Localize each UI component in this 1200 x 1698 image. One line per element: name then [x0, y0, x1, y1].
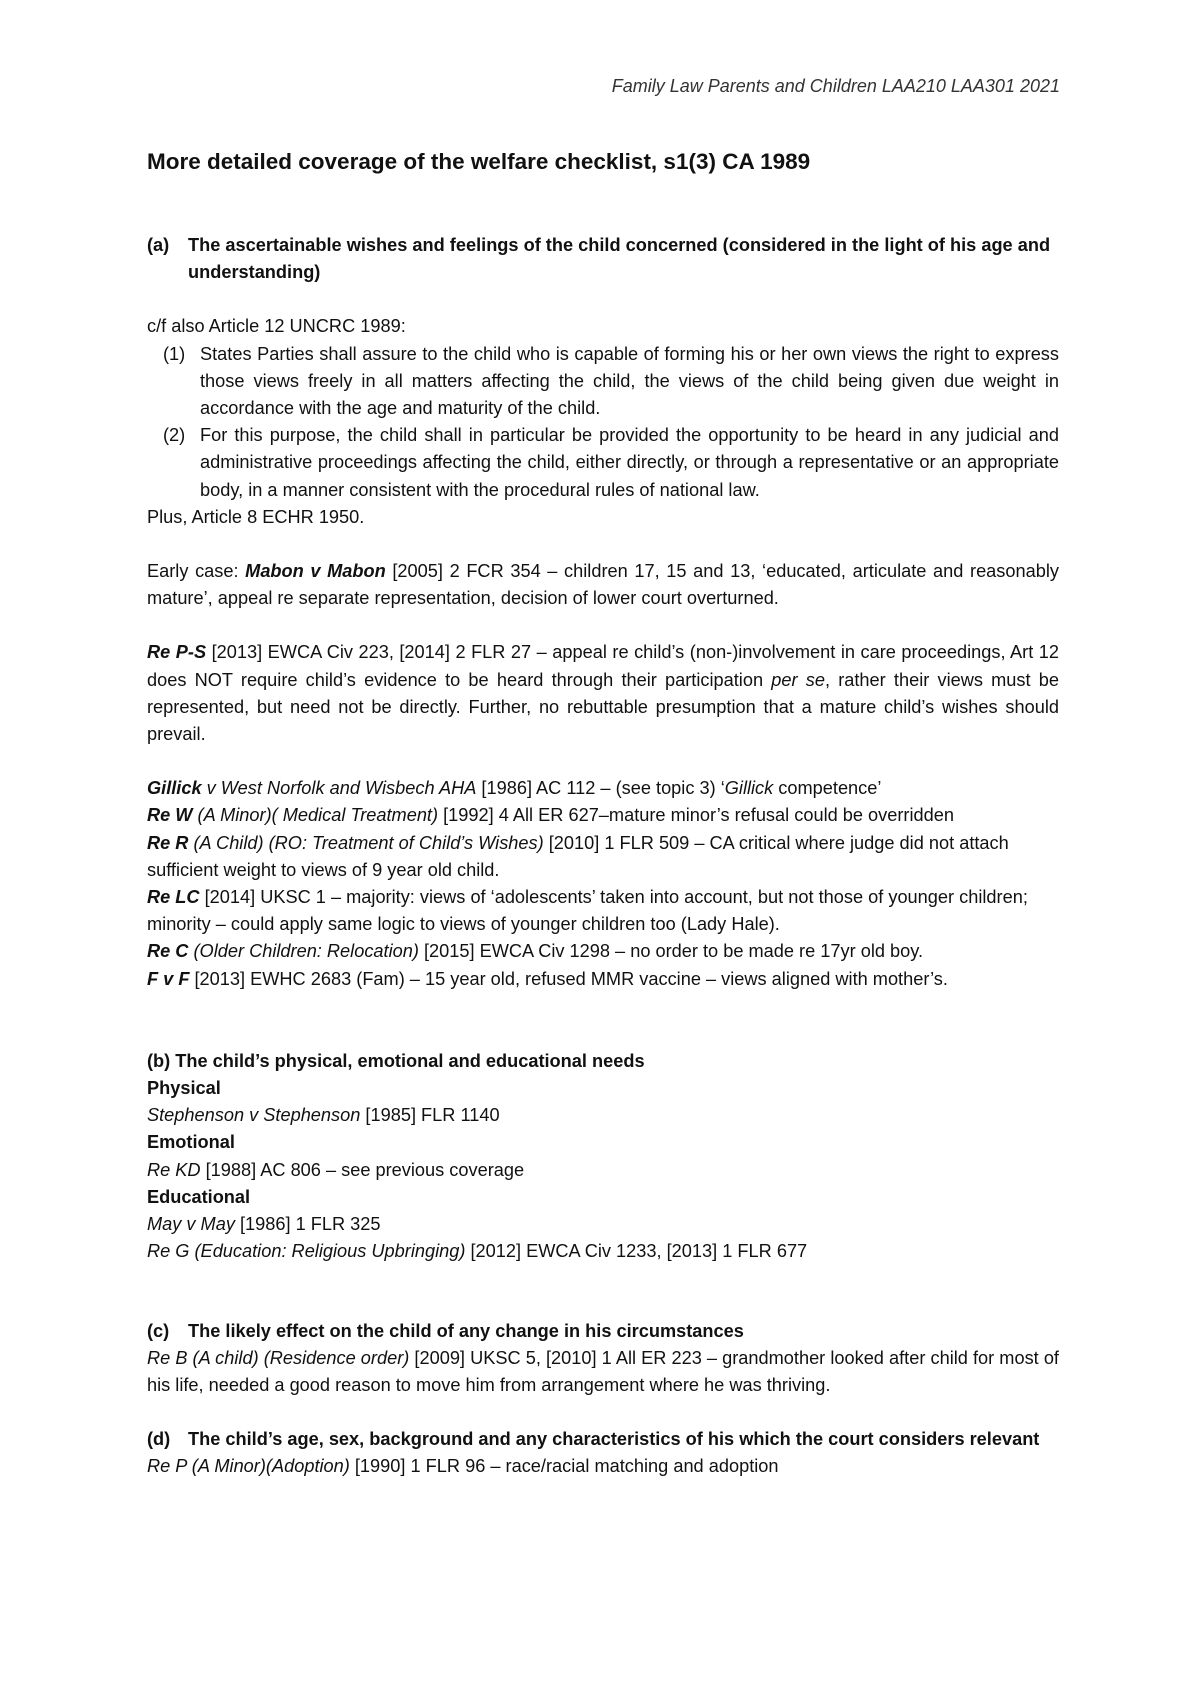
f-v-f-text: [2013] EWHC 2683 (Fam) – 15 year old, refused MMR vaccine – views aligned with mother’s. — [189, 968, 948, 989]
f-v-f-line — [147, 966, 1059, 993]
section-c-heading-text: The likely effect on the child of any change in his circumstances — [188, 1320, 744, 1341]
re-c-line — [147, 938, 1059, 965]
re-g-cite: [2012] EWCA Civ 1233, [2013] 1 FLR 677 — [465, 1241, 808, 1262]
section-d-heading-text: The child’s age, sex, background and any characteristics of his which the court considers relevant — [188, 1429, 1040, 1450]
stephenson-cite: [1985] FLR 1140 — [360, 1105, 500, 1126]
re-p-text: [1990] 1 FLR 96 – race/racial matching and adoption — [349, 1456, 779, 1477]
re-c-text: [2015] EWCA Civ 1298 – no order to be made re 17yr old boy. — [418, 941, 924, 962]
section-d-label: (d) — [147, 1429, 171, 1450]
case-name-re-p: Re P (A Minor)(Adoption) — [147, 1456, 350, 1477]
gillick-competence-term: Gillick — [724, 778, 774, 799]
uncrc-intro: c/f also Article 12 UNCRC 1989: — [147, 316, 406, 337]
uncrc-item-1 — [147, 341, 1059, 423]
gillick-line — [147, 775, 1059, 802]
educational-case-2-line — [147, 1238, 1059, 1265]
section-c-label: (c) — [147, 1320, 170, 1341]
re-kd-cite: [1988] AC 806 – see previous coverage — [200, 1159, 525, 1180]
case-name-re-b: Re B (A child) (Residence order) — [147, 1347, 410, 1368]
re-c-subtitle: (Older Children: Relocation) — [188, 941, 419, 962]
re-ps-text-1: [2013] EWCA Civ 223, [2014] 2 FLR 27 – appeal re child’s (non-)involvement in care proceedings, Art 12 does NOT require child’s evidence to be heard through their participation — [147, 642, 1059, 690]
re-r-subtitle: (A Child) (RO: Treatment of Child’s Wishes) — [188, 832, 544, 853]
gillick-party: West Norfolk and Wisbech AHA — [220, 778, 477, 799]
early-case-prefix: Early case: — [147, 561, 246, 582]
educational-case-1-line — [147, 1211, 1059, 1238]
section-a-heading — [147, 232, 1059, 286]
re-r-line — [147, 830, 1059, 884]
case-name-may-v-may: May v May — [147, 1214, 235, 1235]
educational-subheading: Educational — [147, 1186, 251, 1207]
emotional-subheading: Emotional — [147, 1132, 235, 1153]
uncrc-item-2 — [147, 422, 1059, 504]
running-header: Family Law Parents and Children LAA210 LAA301 2021 — [611, 76, 1060, 96]
uncrc-item-1-text: States Parties shall assure to the child who is capable of forming his or her own views the right to express those views freely in all matters affecting the child, the views of the child being given due weight in accordance with the age and maturity of the child. — [200, 343, 1059, 419]
gillick-competence-text: competence’ — [773, 778, 882, 799]
case-name-re-lc: Re LC — [147, 887, 200, 908]
echr-note: Plus, Article 8 ECHR 1950. — [147, 506, 365, 527]
case-name-mabon: Mabon v Mabon — [245, 561, 386, 582]
re-w-subtitle: (A Minor)( Medical Treatment) — [192, 805, 439, 826]
page-title: More detailed coverage of the welfare checklist, s1(3) CA 1989 — [147, 149, 811, 174]
case-name-gillick: Gillick — [147, 778, 202, 799]
document-body — [147, 232, 1059, 1481]
case-name-re-kd: Re KD — [147, 1159, 201, 1180]
gillick-cite: [1986] AC 112 – (see topic 3) ‘ — [476, 778, 725, 799]
re-b-paragraph — [147, 1345, 1059, 1399]
case-name-re-g: Re G (Education: Religious Upbringing) — [147, 1241, 466, 1262]
physical-subheading: Physical — [147, 1078, 221, 1099]
physical-case-line — [147, 1102, 1059, 1129]
per-se-text: per se — [771, 669, 825, 690]
case-name-re-c: Re C — [147, 941, 189, 962]
case-name-stephenson: Stephenson v Stephenson — [147, 1105, 361, 1126]
section-a-label: (a) — [147, 235, 170, 255]
uncrc-item-2-text: For this purpose, the child shall in particular be provided the opportunity to be heard in any judicial and administrative proceedings affecting the child, either directly, or through a representative or an appropriate body, in a manner consistent with the procedural rules of national law. — [200, 425, 1059, 500]
re-r-text: [2010] 1 FLR 509 – CA critical where judge did not attach sufficient weight to views of 9 year old child. — [147, 832, 1009, 880]
re-w-text: [1992] 4 All ER 627–mature minor’s refusal could be overridden — [438, 805, 954, 826]
re-w-line — [147, 802, 1059, 829]
early-case-paragraph — [147, 558, 1059, 612]
case-name-f-v-f: F v F — [147, 968, 190, 989]
uncrc-item-1-number: (1) — [163, 343, 186, 364]
early-case-text: [2005] 2 FCR 354 – children 17, 15 and 13, ‘educated, articulate and reasonably mature’, appeal re separate representation, decision of lower court overturned. — [147, 561, 1059, 609]
case-name-re-ps: Re P-S — [147, 642, 207, 663]
uncrc-item-2-number: (2) — [163, 425, 186, 446]
section-a-heading-text: The ascertainable wishes and feelings of the child concerned (considered in the light of his age and understanding) — [188, 235, 1051, 283]
re-lc-line — [147, 884, 1059, 938]
re-lc-text: [2014] UKSC 1 – majority: views of ‘adolescents’ taken into account, but not those of younger children; minority – could apply same logic to views of younger children too (Lady Hale). — [147, 887, 1028, 935]
re-ps-paragraph — [147, 639, 1059, 748]
emotional-case-line — [147, 1157, 1059, 1184]
re-p-line — [147, 1453, 1059, 1480]
may-v-may-cite: [1986] 1 FLR 325 — [234, 1214, 381, 1235]
section-b-heading: (b) The child’s physical, emotional and educational needs — [147, 1050, 645, 1071]
case-name-re-r: Re R — [147, 832, 189, 853]
re-b-text: [2009] UKSC 5, [2010] 1 All ER 223 – grandmother looked after child for most of his life, needed a good reason to move him from arrangement where he was thriving. — [147, 1347, 1059, 1395]
section-d-heading — [147, 1426, 1059, 1453]
gillick-v: v — [201, 778, 221, 799]
case-name-re-w: Re W — [147, 805, 193, 826]
re-ps-text-2: , rather their views must be represented, but need not be directly. Further, no rebuttable presumption that a mature child’s wishes should prevail. — [147, 669, 1059, 745]
section-c-heading — [147, 1318, 1059, 1345]
